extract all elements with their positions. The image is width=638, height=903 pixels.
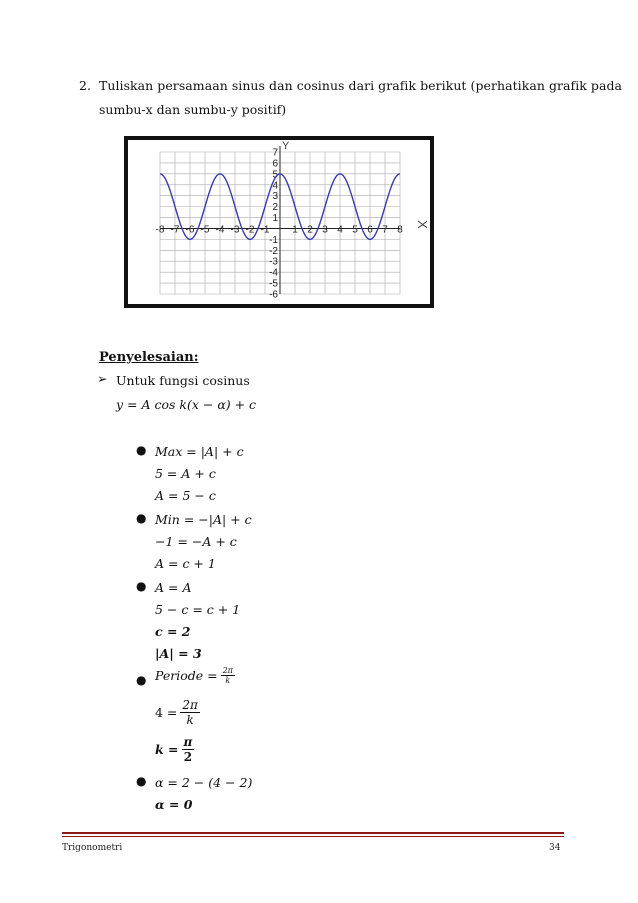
solution-heading: Penyelesaian:	[99, 350, 199, 365]
step1-line3: A = 5 − c	[155, 488, 216, 503]
bullet-icon: ●	[136, 579, 147, 593]
question-line-2: sumbu-x dan sumbu-y positif)	[99, 102, 287, 117]
k-numerator: π	[183, 735, 193, 749]
step5-result-alpha: α = 0	[155, 797, 193, 812]
chart-axes	[160, 146, 400, 294]
cos-formula: y = A cos k(x − α) + c	[116, 397, 257, 412]
y-tick-label: 3	[272, 191, 278, 203]
step1-line1: Max = |A| + c	[155, 444, 244, 459]
bullet-icon: ●	[136, 774, 147, 788]
page-number: 34	[549, 843, 561, 853]
y-axis-label: Y	[282, 140, 290, 152]
footer-rule-thin	[62, 836, 564, 837]
y-tick-label: 4	[272, 180, 278, 192]
y-tick-label: -6	[269, 289, 278, 301]
x-tick-label: 2	[307, 224, 313, 236]
x-tick-label: -3	[230, 224, 240, 236]
x-tick-label: 8	[397, 224, 403, 236]
cos-intro: Untuk fungsi cosinus	[116, 373, 250, 388]
step3-line1: A = A	[155, 580, 192, 595]
x-tick-label: 7	[382, 224, 388, 236]
periode-eq-lhs: 4 =	[155, 705, 178, 720]
bullet-icon: ●	[136, 673, 147, 687]
footer-rule	[62, 832, 564, 834]
x-tick-label: 4	[337, 224, 343, 236]
y-tick-label: 6	[272, 158, 278, 170]
step3-result-a: |A| = 3	[155, 646, 202, 661]
x-tick-label: 5	[352, 224, 358, 236]
question-number: 2.	[79, 78, 91, 93]
periode-eq-numerator: 2π	[182, 698, 198, 712]
step2-line2: −1 = −A + c	[155, 534, 237, 549]
periode-numerator: 2π	[222, 666, 233, 675]
periode-label: Periode =	[155, 668, 218, 683]
y-tick-label: -1	[269, 234, 278, 246]
x-tick-label: -5	[200, 224, 210, 236]
bullet-icon: ●	[136, 443, 147, 457]
x-axis-label: X	[415, 220, 430, 229]
chart-ticks	[156, 148, 404, 301]
step2-line1: Min = −|A| + c	[155, 512, 252, 527]
x-tick-label: 3	[322, 224, 328, 236]
arrow-bullet-icon: ➢	[97, 371, 108, 386]
y-tick-label: 2	[272, 202, 278, 214]
periode-denominator: k	[225, 676, 231, 685]
x-tick-label: -4	[215, 224, 225, 236]
periode-formula	[155, 666, 235, 685]
k-lhs: k =	[155, 742, 179, 757]
x-tick-label: -6	[185, 224, 195, 236]
step2-line3: A = c + 1	[155, 556, 216, 571]
x-tick-label: -8	[155, 224, 165, 236]
y-tick-label: 1	[272, 213, 278, 225]
step1-line2: 5 = A + c	[155, 466, 216, 481]
y-tick-label: 7	[272, 147, 278, 159]
y-tick-label: -2	[269, 245, 278, 257]
x-tick-label: -7	[170, 224, 180, 236]
x-tick-label: -1	[260, 224, 270, 236]
k-result	[155, 735, 194, 764]
step5-line1: α = 2 − (4 − 2)	[155, 775, 253, 790]
x-tick-label: -2	[245, 224, 255, 236]
x-tick-label: 6	[367, 224, 373, 236]
k-fraction	[182, 735, 195, 764]
x-tick-label: 1	[292, 224, 298, 236]
periode-eq-denominator: k	[186, 713, 194, 727]
y-tick-label: 5	[272, 169, 278, 181]
periode-eq-fraction	[180, 698, 200, 727]
step3-result-c: c = 2	[155, 624, 191, 639]
y-tick-label: -3	[269, 256, 278, 268]
y-tick-label: -4	[269, 267, 278, 279]
y-tick-label: -5	[269, 278, 278, 290]
bullet-icon: ●	[136, 511, 147, 525]
k-denominator: 2	[183, 750, 193, 764]
periode-equation	[155, 698, 200, 727]
question-line-1: Tuliskan persamaan sinus dan cosinus dari grafik berikut (perhatikan grafik pada	[99, 78, 623, 93]
step3-line2: 5 − c = c + 1	[155, 602, 241, 617]
periode-fraction	[221, 666, 235, 685]
cosine-graph	[128, 140, 430, 304]
footer-title: Trigonometri	[62, 843, 123, 853]
